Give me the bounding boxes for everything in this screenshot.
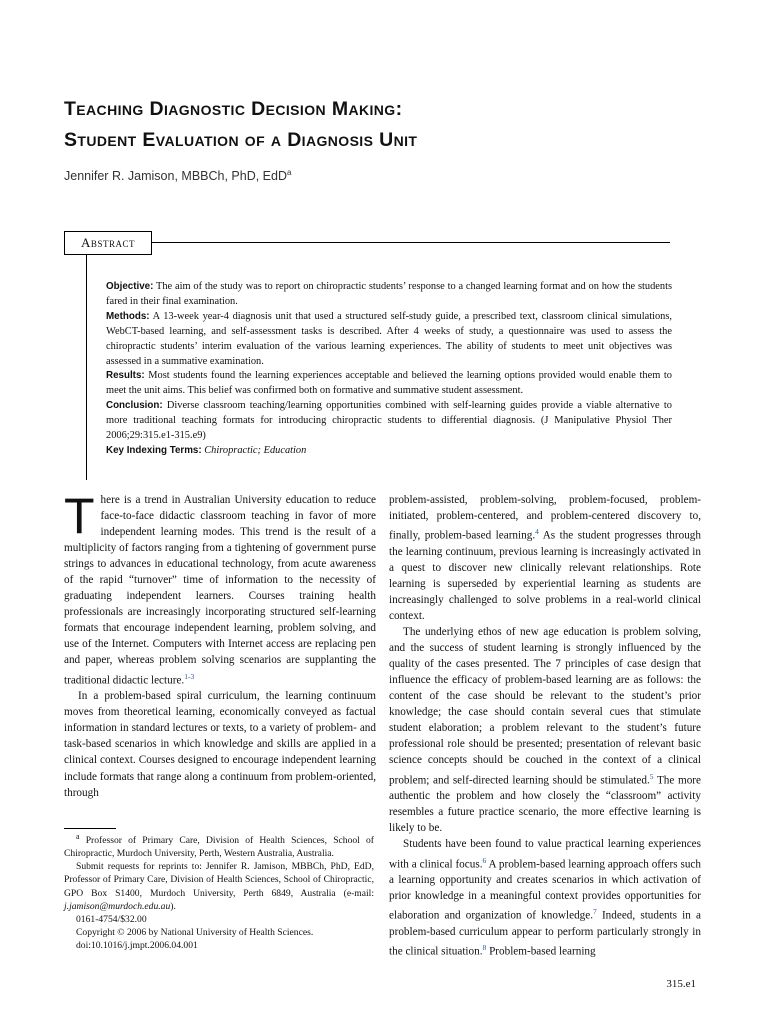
paragraph-text: As the student progresses through the learning continuum, previous learning is increasingly activated in a quest to discover new clinically relevant relationships. Rote learning is superseded by experiential learning as students are increasingly challenged to solve problems in a real-world clinical context.	[389, 529, 701, 623]
results-label: Results:	[106, 370, 145, 382]
body-paragraph	[64, 488, 376, 688]
abstract-objective	[106, 280, 672, 310]
paragraph-text: here is a trend in Australian University education to reduce face-to-face didactic classroom teaching in favor of more independent learning modes. This trend is the result of a multiplicity of factors ranging from a tightening of government purse strings to advances in educational technology, from acute awareness of the rapid “turnover” time of information to the necessity of graduating independent learners. Courses training health professionals are increasingly incorporating structured self-learning formats that encourage independent learning, problem solving, and use of the Internet. Computers with Internet access are replacing pen and paper, whereas problem solving scenarios are supplanting the traditional didactic lecture.	[64, 494, 376, 687]
conclusion-text: Diverse classroom teaching/learning opportunities combined with self-learning guides provide a viable alternative to more traditional teaching formats for introducing chiropractic students to differential diagnosis. (J Manipulative Physiol Ther 2006;29:315.e1-315.e9)	[106, 400, 672, 442]
citation-link[interactable]: 8	[482, 943, 487, 953]
objective-text: The aim of the study was to report on chiropractic students’ response to a changed learning format and on how the students fared in their final examination.	[106, 281, 672, 307]
affiliation-text: Professor of Primary Care, Division of Health Sciences, School of Chiropractic, Murdoch University, Perth, Western Australia, Australia.	[64, 835, 374, 860]
footnote-copyright: Copyright © 2006 by National University of Health Sciences.	[76, 926, 314, 938]
keywords-label: Key Indexing Terms:	[106, 444, 202, 456]
abstract-results	[106, 369, 672, 399]
citation-link[interactable]: 1-3	[184, 671, 195, 681]
footnote-reprints	[64, 860, 374, 912]
citation-link[interactable]: 4	[535, 527, 539, 537]
footnote-mark: a	[76, 832, 80, 841]
body-paragraph	[389, 624, 701, 836]
abstract-methods	[106, 310, 672, 370]
footnote-issn: 0161-4754/$32.00	[76, 913, 147, 925]
abstract-top-rule	[151, 242, 670, 243]
author-line	[64, 168, 291, 183]
paragraph-text: In a problem-based spiral curriculum, the learning continuum moves from theoretical learning, economically conveyed as factual information in standard lectures or texts, to a variety of problem- and task-based scenarios in which knowledge and skills are applied in a clinical context. Courses designed to encourage independent learning include formats that range along a continuum from problem-oriented, through	[64, 690, 376, 799]
citation-link[interactable]: 5	[649, 771, 654, 781]
paragraph-text: The more authentic the problem and how closely the “classroom” activity resembles a future practice scenario, the more effective learning is likely to be.	[389, 774, 701, 835]
keywords-text: Chiropractic; Education	[204, 444, 307, 456]
objective-label: Objective:	[106, 281, 154, 292]
body-paragraph	[64, 688, 376, 800]
author-name: Jennifer R. Jamison, MBBCh, PhD, EdD	[64, 169, 287, 184]
reprints-text: Submit requests for reprints to: Jennifer R. Jamison, MBBCh, PhD, EdD, Professor of Primary Care, Division of Health Sciences, School of Chiropractic, GPO Box S1400, Murdoch University, Perth 6849, Australia (e-mail:	[64, 861, 374, 899]
body-column-left	[64, 488, 376, 801]
paragraph-text: The underlying ethos of new age education is problem solving, and the success of student learning is strongly influenced by the quality of the cases presented. The 7 principles of case design that influence the efficacy of problem-based learning are as follows: the content of the case should be relevant to the student’s prior knowledge; the case should contain several cues that stimulate student elaboration; a problem relevant to the student’s future professional role should be presented; presentation of relevant basic science concepts should be couched in the context of a clinical problem; and self-directed learning should be stimulated.	[389, 626, 701, 787]
methods-text: A 13-week year-4 diagnosis unit that used a structured self-study guide, a prescribed text, classroom clinical simulations, WebCT-based learning, and self-assessment tasks is described. After 4 weeks of study, a questionnaire was used to assess the chiropractic students’ interim evaluation of the various learning experiences. The ability of students to meet unit objectives was assessed in a summative examination.	[106, 310, 672, 367]
reprints-end: ).	[170, 900, 176, 912]
abstract-left-rule	[86, 254, 87, 480]
body-paragraph	[389, 492, 701, 624]
article-title	[64, 94, 704, 156]
methods-label: Methods:	[106, 310, 150, 322]
paragraph-text: Students have been found to value practical learning experiences with a clinical focus.	[389, 838, 701, 871]
footnote-affiliation	[64, 830, 374, 860]
citation-link[interactable]: 6	[482, 855, 487, 865]
page-number: 315.e1	[666, 978, 696, 990]
paragraph-text: Problem-based learning	[489, 945, 596, 958]
citation-link[interactable]: 7	[593, 907, 597, 917]
footnote-rule	[64, 828, 116, 829]
abstract-label: Abstract	[64, 231, 152, 255]
results-text: Most students found the learning experiences acceptable and believed the learning options provided would enable them to meet the unit aims. This belief was confirmed both on formative and summative student assessment.	[106, 370, 672, 397]
paragraph-text: Indeed, students in a problem-based curriculum appear to perform particularly strongly in the clinical situation.	[389, 910, 702, 958]
abstract-keywords	[106, 444, 672, 459]
title-line-2: Student Evaluation of a Diagnosis Unit	[64, 129, 418, 151]
author-affil-mark: a	[287, 168, 292, 177]
conclusion-label: Conclusion:	[106, 400, 163, 412]
abstract-conclusion	[106, 399, 672, 444]
drop-cap: T	[64, 488, 95, 544]
body-column-right	[389, 492, 701, 960]
abstract-body	[106, 280, 672, 459]
paragraph-text: A problem-based learning approach offers such a learning opportunity and creates scenarios in which activation of prior knowledge in a meaningful context provides opportunities for elaboration and organization of knowledge.	[389, 858, 701, 923]
email-link[interactable]: j.jamison@murdoch.edu.au	[64, 900, 171, 912]
footnotes	[64, 830, 374, 952]
title-line-1: Teaching Diagnostic Decision Making:	[64, 98, 403, 120]
footnote-doi[interactable]: doi:10.1016/j.jmpt.2006.04.001	[76, 939, 198, 951]
body-paragraph	[389, 836, 701, 960]
paragraph-text: problem-assisted, problem-solving, problem-focused, problem-initiated, problem-centered, and problem-centered discovery to, finally, problem-based learning.	[389, 494, 701, 542]
